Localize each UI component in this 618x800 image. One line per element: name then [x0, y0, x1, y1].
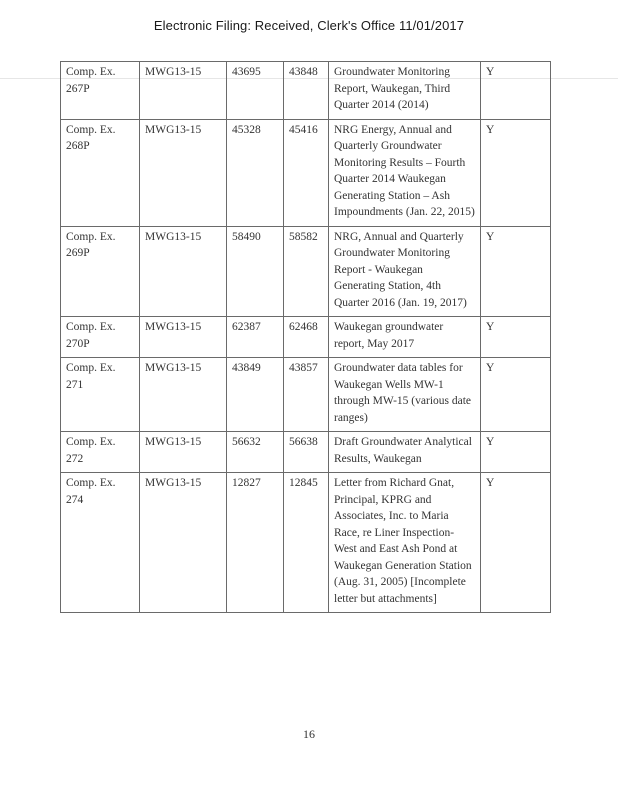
description-cell: Draft Groundwater Analytical Results, Waukegan: [329, 432, 481, 473]
bates-end-cell: 43857: [284, 358, 329, 432]
bates-begin-cell: 43695: [227, 62, 284, 120]
exhibit-number-cell: Comp. Ex. 268P: [61, 119, 140, 226]
description-cell: NRG Energy, Annual and Quarterly Groundwater Monitoring Results – Fourth Quarter 2014 Waukegan Generating Station – Ash Impoundments (Jan. 22, 2015): [329, 119, 481, 226]
description-cell: Waukegan groundwater report, May 2017: [329, 317, 481, 358]
bates-begin-cell: 58490: [227, 226, 284, 317]
flag-cell: Y: [481, 226, 551, 317]
flag-cell: Y: [481, 317, 551, 358]
bates-end-cell: 43848: [284, 62, 329, 120]
description-cell: Groundwater Monitoring Report, Waukegan, Third Quarter 2014 (2014): [329, 62, 481, 120]
bates-begin-cell: 56632: [227, 432, 284, 473]
bates-begin-cell: 62387: [227, 317, 284, 358]
table-row: [61, 119, 551, 226]
bates-begin-cell: 45328: [227, 119, 284, 226]
exhibit-number-cell: Comp. Ex. 269P: [61, 226, 140, 317]
exhibit-number-cell: Comp. Ex. 271: [61, 358, 140, 432]
bates-end-cell: 56638: [284, 432, 329, 473]
exhibit-number-cell: Comp. Ex. 267P: [61, 62, 140, 120]
exhibit-number-cell: Comp. Ex. 270P: [61, 317, 140, 358]
table-row: [61, 358, 551, 432]
bates-prefix-cell: MWG13-15: [140, 317, 227, 358]
exhibit-table: [60, 61, 551, 613]
filing-stamp-header: Electronic Filing: Received, Clerk's Office 11/01/2017: [153, 18, 465, 33]
flag-cell: Y: [481, 432, 551, 473]
page-number: 16: [303, 727, 315, 741]
exhibit-number-cell: Comp. Ex. 272: [61, 432, 140, 473]
table-row: [61, 317, 551, 358]
bates-prefix-cell: MWG13-15: [140, 432, 227, 473]
bates-end-cell: 58582: [284, 226, 329, 317]
bates-prefix-cell: MWG13-15: [140, 119, 227, 226]
description-cell: Groundwater data tables for Waukegan Wells MW-1 through MW-15 (various date ranges): [329, 358, 481, 432]
bates-prefix-cell: MWG13-15: [140, 473, 227, 613]
flag-cell: Y: [481, 62, 551, 120]
flag-cell: Y: [481, 119, 551, 226]
description-cell: NRG, Annual and Quarterly Groundwater Monitoring Report - Waukegan Generating Station, 4th Quarter 2016 (Jan. 19, 2017): [329, 226, 481, 317]
bates-end-cell: 12845: [284, 473, 329, 613]
bates-prefix-cell: MWG13-15: [140, 62, 227, 120]
table-row: [61, 226, 551, 317]
exhibit-number-cell: Comp. Ex. 274: [61, 473, 140, 613]
bates-end-cell: 62468: [284, 317, 329, 358]
description-cell: Letter from Richard Gnat, Principal, KPRG and Associates, Inc. to Maria Race, re Liner Inspection- West and East Ash Pond at Waukegan Generation Station (Aug. 31, 2005) [Incomplete letter but attachments]: [329, 473, 481, 613]
bates-begin-cell: 12827: [227, 473, 284, 613]
flag-cell: Y: [481, 358, 551, 432]
table-row: [61, 432, 551, 473]
bates-end-cell: 45416: [284, 119, 329, 226]
table-row: [61, 62, 551, 120]
table-row: [61, 473, 551, 613]
bates-prefix-cell: MWG13-15: [140, 226, 227, 317]
flag-cell: Y: [481, 473, 551, 613]
bates-prefix-cell: MWG13-15: [140, 358, 227, 432]
bates-begin-cell: 43849: [227, 358, 284, 432]
